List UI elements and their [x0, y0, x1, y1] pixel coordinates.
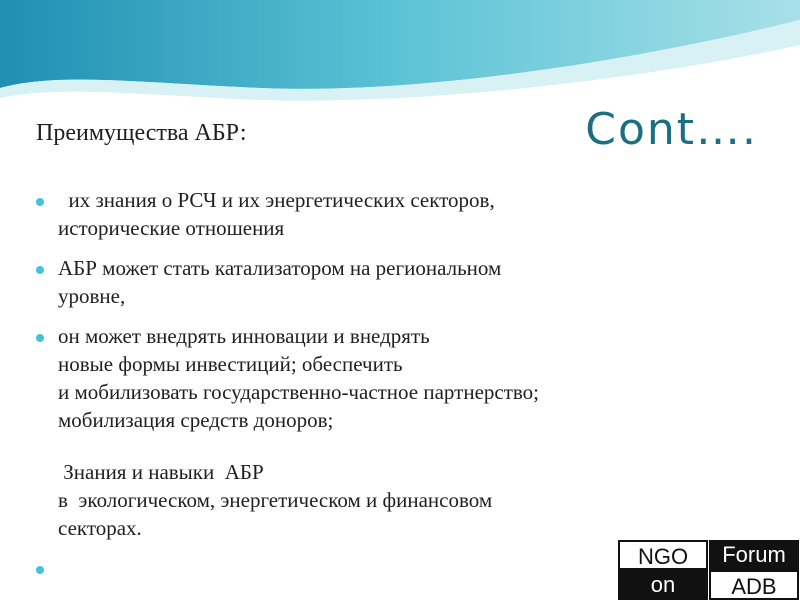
- bullet-line: мобилизация средств доноров;: [58, 408, 334, 432]
- bullet-item: [36, 186, 726, 242]
- slide-title: Cont….: [585, 104, 758, 155]
- bullet-item: [36, 254, 726, 310]
- slide-content: [36, 186, 726, 554]
- logo-cell-forum: Forum: [709, 540, 799, 570]
- bullet-line: их знания о РСЧ и их энергетических секторов,: [58, 188, 495, 212]
- bullet-line: он может внедрять инновации и внедрять: [58, 324, 430, 348]
- logo-cell-adb: ADB: [709, 570, 799, 600]
- bullet-line: АБР может стать катализатором на региональном: [58, 256, 502, 280]
- text-line: секторах.: [58, 516, 142, 540]
- bullet-item: [36, 322, 726, 434]
- bullet-line: исторические отношения: [58, 216, 285, 240]
- text-line: в экологическом, энергетическом и финансовом: [58, 488, 493, 512]
- bullet-dot-icon: [36, 334, 44, 342]
- bullet-line: уровне,: [58, 284, 126, 308]
- bullet-dot-icon: [36, 198, 44, 206]
- text-item: [36, 458, 726, 542]
- logo-cell-on: on: [618, 570, 708, 600]
- logo-cell-ngo: NGO: [618, 540, 708, 570]
- slide-subtitle: Преимущества АБР:: [36, 120, 247, 146]
- header-wave-decoration: [0, 0, 800, 110]
- bullet-dot-icon: [36, 566, 44, 574]
- ngo-forum-logo: [618, 540, 800, 600]
- bullet-line: новые формы инвестиций; обеспечить: [58, 352, 403, 376]
- bullet-line: и мобилизовать государственно-частное партнерство;: [58, 380, 540, 404]
- bullet-dot-icon: [36, 266, 44, 274]
- text-line: Знания и навыки АБР: [58, 460, 264, 484]
